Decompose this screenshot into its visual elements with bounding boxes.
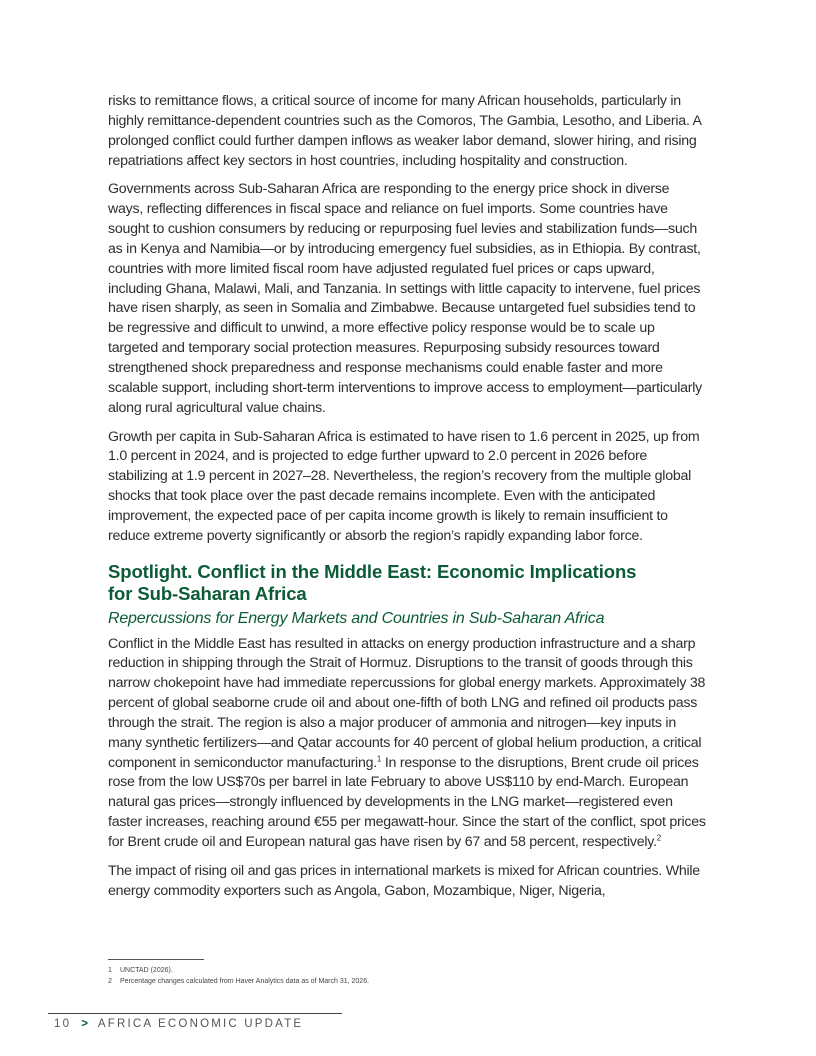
- paragraph-growth-per-capita: Growth per capita in Sub-Saharan Africa is estimated to have risen to 1.6 percent in 2025, up from 1.0 percent in 2024, and is projected to edge further upward to 2.0 percent in 2026 before stabilizing at 1.9 percent in 2027–28. Nevertheless, the region’s recovery from the multiple global shocks that took place over the past decade remains incomplete. Even with the anticipated improvement, the expected pace of per capita income growth is likely to remain insufficient to reduce extreme poverty significantly or absorb the region’s rapidly expanding labor force.: [108, 428, 700, 544]
- footnote-divider: [108, 959, 204, 960]
- footnote-number: 1: [108, 967, 112, 974]
- paragraph-mixed-impact: The impact of rising oil and gas prices in international markets is mixed for African countries. While energy commodity exporters such as Angola, Gabon, Mozambique, Niger, Nigeria,: [108, 862, 700, 899]
- footer-divider: [48, 1013, 342, 1014]
- publication-title: AFRICA ECONOMIC UPDATE: [97, 1018, 304, 1030]
- footnote-text: Percentage changes calculated from Haver Analytics data as of March 31, 2026.: [120, 978, 370, 985]
- footnote-number: 2: [108, 978, 112, 985]
- paragraph-energy-markets-part1: Conflict in the Middle East has resulted in attacks on energy production infrastructure and a sharp reduction in shipping through the Strait of Hormuz. Disruptions to the transit of goods through this narrow chokepoint have had immediate repercussions for global energy markets. Approximately 38 percent of global seaborne crude oil and about one-fifth of both LNG and refined oil products pass through the strait. The region is also a major producer of ammonia and nitrogen—key inputs in many synthetic fertilizers—and Qatar accounts for 40 percent of global helium production, a critical component in semiconductor manufacturing.: [108, 635, 706, 771]
- spotlight-heading: [108, 561, 708, 605]
- page-number: 10: [54, 1018, 72, 1030]
- paragraph-remittances: risks to remittance flows, a critical source of income for many African households, particularly in highly remittance-dependent countries such as the Comoros, The Gambia, Lesotho, and Liberia. A prolonged conflict could further dampen inflows as weaker labor demand, slower hiring, and rising repatriations affect key sectors in host countries, including hospitality and construction.: [108, 93, 701, 169]
- paragraph-energy-markets-part2: In response to the disruptions, Brent crude oil prices rose from the low US$70s per barrel in late February to above US$110 by end-March. European natural gas prices—strongly influenced by developments in the LNG market—registered even faster increases, reaching around €55 per megawatt-hour. Since the start of the conflict, spot prices for Brent crude oil and European natural gas have risen by 67 and 58 percent, respectively.: [108, 754, 706, 850]
- footnote-2: [108, 976, 369, 987]
- page-content: [108, 92, 708, 911]
- footnotes: [108, 965, 369, 987]
- spotlight-heading-line2: for Sub-Saharan Africa: [108, 582, 307, 604]
- paragraph-energy-markets: [108, 635, 708, 853]
- footnote-ref-2[interactable]: 2: [656, 833, 661, 843]
- page-footer: [54, 1018, 303, 1030]
- footnote-ref-1[interactable]: 1: [376, 753, 382, 763]
- spotlight-heading-line1: Spotlight. Conflict in the Middle East: Economic Implications: [108, 560, 637, 582]
- spotlight-subheading: Repercussions for Energy Markets and Countries in Sub-Saharan Africa: [108, 609, 605, 627]
- footnote-1: [108, 965, 369, 976]
- paragraph-government-responses: Governments across Sub-Saharan Africa are responding to the energy price shock in diverse ways, reflecting differences in fiscal space and reliance on fuel imports. Some countries have sought to cushion consumers by reducing or repurposing fuel levies and stabilization funds—such as in Kenya and Namibia—or by introducing emergency fuel subsidies, as in Ethiopia. By contrast, countries with more limited fiscal room have adjusted regulated fuel prices or caps upward, including Ghana, Malawi, Mali, and Tanzania. In settings with little capacity to intervene, fuel prices have risen sharply, as seen in Somalia and Zimbabwe. Because untargeted fuel subsidies tend to be regressive and difficult to unwind, a more effective policy response would be to scale up targeted and temporary social protection measures. Repurposing subsidy resources toward strengthened shock preparedness and response mechanisms could enable faster and more scalable support, including short-term interventions to improve access to employment—particularly along rural agricultural value chains.: [108, 181, 702, 416]
- footnote-text: UNCTAD (2026).: [120, 967, 173, 974]
- chevron-right-icon: >: [81, 1018, 88, 1030]
